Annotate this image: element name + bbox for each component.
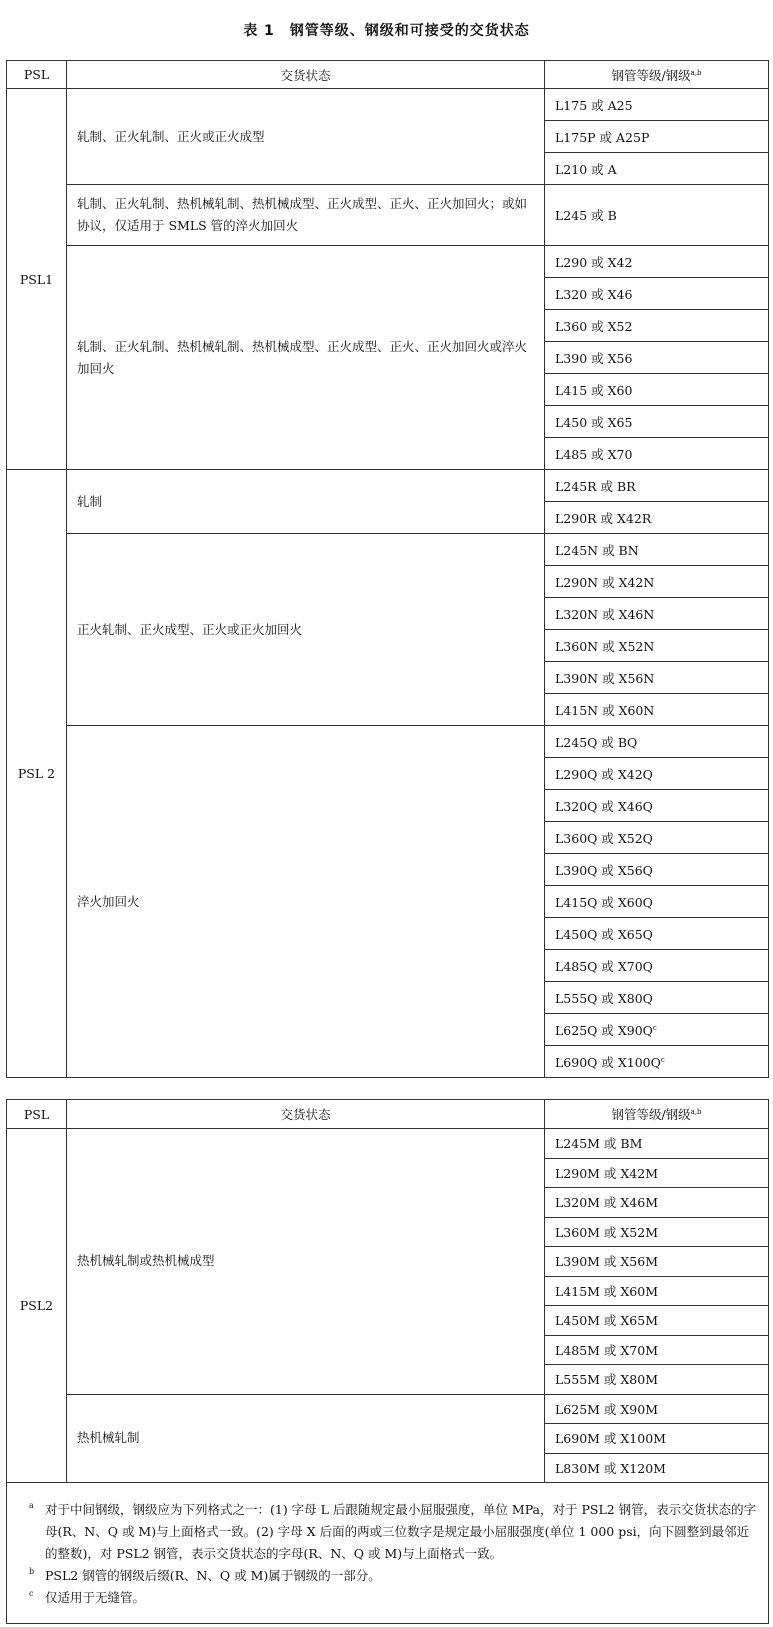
header-psl: PSL xyxy=(7,61,67,89)
grade-cell: L360 或 X52 xyxy=(545,310,769,342)
grade-cell: L245N 或 BN xyxy=(545,534,769,566)
table-row xyxy=(7,470,769,502)
notes-row xyxy=(7,1483,769,1624)
header-condition: 交货状态 xyxy=(67,1100,545,1129)
grade-cell: L245R 或 BR xyxy=(545,470,769,502)
grade-cell: L290Q 或 X42Q xyxy=(545,758,769,790)
grade-cell: L450M 或 X65M xyxy=(545,1306,769,1336)
grade-cell: L690Q 或 $X100Q^c$ xyxy=(545,1046,769,1078)
grade-cell: L360M 或 X52M xyxy=(545,1217,769,1247)
footnotes xyxy=(7,1483,769,1624)
grade-cell: L320N 或 X46N xyxy=(545,598,769,630)
grade-cell: L625M 或 X90M xyxy=(545,1394,769,1424)
grade-cell: L290M 或 X42M xyxy=(545,1158,769,1188)
grade-cell: L555M 或 X80M xyxy=(545,1365,769,1395)
table-row xyxy=(7,726,769,758)
grade-cell: L320Q 或 X46Q xyxy=(545,790,769,822)
grade-cell: L450 或 X65 xyxy=(545,406,769,438)
table-row xyxy=(7,534,769,566)
table-title: 表 1 钢管等级、钢级和可接受的交货状态 xyxy=(243,23,530,39)
grade-cell: L830M 或 X120M xyxy=(545,1453,769,1483)
psl1-label: PSL1 xyxy=(7,89,67,470)
psl2-label: PSL2 xyxy=(7,1129,67,1483)
header-grade: 钢管等级/钢级$^{a,b}$ xyxy=(545,61,769,89)
condition-cell: 热机械轧制 xyxy=(67,1394,545,1483)
table-row xyxy=(7,89,769,121)
table-row xyxy=(7,185,769,246)
grade-cell: L245 或 B xyxy=(545,185,769,246)
table-row xyxy=(7,1394,769,1424)
condition-cell: 轧制、正火轧制、热机械轧制、热机械成型、正火成型、正火、正火加回火；或如协议，仅适用于 SMLS 管的淬火加回火 xyxy=(67,185,545,246)
header-row xyxy=(7,61,769,89)
grade-cell: L360Q 或 X52Q xyxy=(545,822,769,854)
grade-cell: L320 或 X46 xyxy=(545,278,769,310)
grade-cell: L245Q 或 BQ xyxy=(545,726,769,758)
table-row xyxy=(7,246,769,278)
table-row xyxy=(7,1129,769,1159)
grade-cell: L175P 或 A25P xyxy=(545,121,769,153)
grade-cell: L625Q 或 $X90Q^c$ xyxy=(545,1014,769,1046)
condition-cell: 淬火加回火 xyxy=(67,726,545,1078)
grade-cell: L320M 或 X46M xyxy=(545,1188,769,1218)
condition-cell: 热机械轧制或热机械成型 xyxy=(67,1129,545,1395)
condition-cell: 轧制 xyxy=(67,470,545,534)
condition-cell: 正火轧制、正火成型、正火或正火加回火 xyxy=(67,534,545,726)
grade-cell: L175 或 A25 xyxy=(545,89,769,121)
condition-cell: 轧制、正火轧制、热机械轧制、热机械成型、正火成型、正火、正火加回火或淬火加回火 xyxy=(67,246,545,470)
grade-cell: L450Q 或 X65Q xyxy=(545,918,769,950)
footnote-a: a 对于中间钢级，钢级应为下列格式之一：(1) 字母 L 后跟随规定最小屈服强度，单位 MPa，对于 PSL2 钢管，表示交货状态的字母(R、N、Q 或 M)与上面格式一致。(2) 字母 X 后面的两或三位数字是规定最小屈服强度(单位 1 000 psi，向下圆整到最邻近的整数)，对 PSL2 钢管，表示交货状态的字母(R、N、Q 或 M)与上面格式一致。 xyxy=(29,1501,757,1561)
grade-cell: L290R 或 X42R xyxy=(545,502,769,534)
grade-cell: L485 或 X70 xyxy=(545,438,769,470)
header-condition: 交货状态 xyxy=(67,61,545,89)
grade-cell: L290N 或 X42N xyxy=(545,566,769,598)
grade-cell: L415 或 X60 xyxy=(545,374,769,406)
grade-cell: L210 或 A xyxy=(545,153,769,185)
grade-cell: L390M 或 X56M xyxy=(545,1247,769,1277)
grade-cell: L390Q 或 X56Q xyxy=(545,854,769,886)
footnote-c: c 仅适用于无缝管。 xyxy=(29,1589,146,1605)
header-psl: PSL xyxy=(7,1100,67,1129)
grade-cell: L245M 或 BM xyxy=(545,1129,769,1159)
grade-cell: L390 或 X56 xyxy=(545,342,769,374)
grade-cell: L555Q 或 X80Q xyxy=(545,982,769,1014)
grade-cell: L360N 或 X52N xyxy=(545,630,769,662)
header-grade: 钢管等级/钢级$^{a,b}$ xyxy=(545,1100,769,1129)
grade-cell: L290 或 X42 xyxy=(545,246,769,278)
condition-cell: 轧制、正火轧制、正火或正火成型 xyxy=(67,89,545,185)
grade-cell: L690M 或 X100M xyxy=(545,1424,769,1454)
grade-cell: L415N 或 X60N xyxy=(545,694,769,726)
grade-cell: L485M 或 X70M xyxy=(545,1335,769,1365)
grade-table-1 xyxy=(6,60,769,1078)
footnote-b: b PSL2 钢管的钢级后缀(R、N、Q 或 M)属于钢级的一部分。 xyxy=(29,1567,381,1583)
grade-cell: L415Q 或 X60Q xyxy=(545,886,769,918)
grade-cell: L390N 或 X56N xyxy=(545,662,769,694)
grade-cell: L485Q 或 X70Q xyxy=(545,950,769,982)
grade-cell: L415M 或 X60M xyxy=(545,1276,769,1306)
grade-table-2 xyxy=(6,1099,769,1624)
psl2-label: PSL 2 xyxy=(7,470,67,1078)
header-row xyxy=(7,1100,769,1129)
